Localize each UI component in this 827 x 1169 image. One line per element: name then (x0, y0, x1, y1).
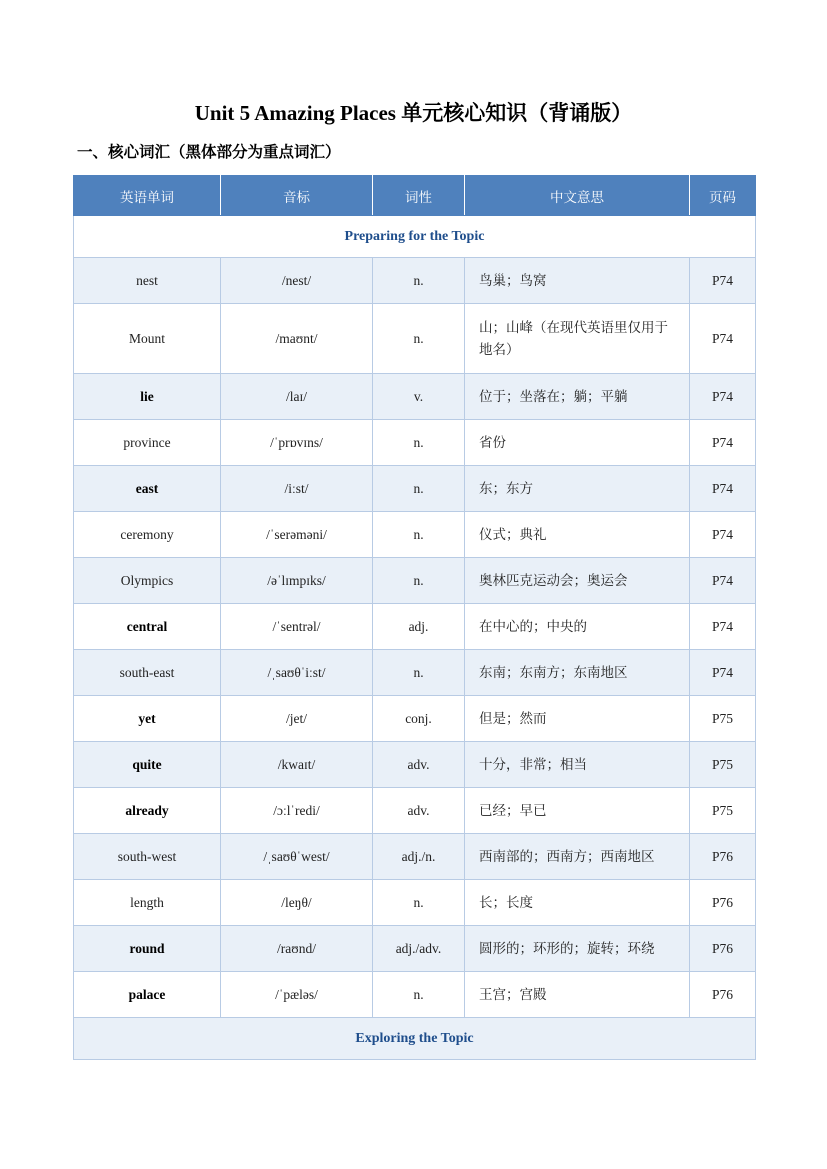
table-row (74, 926, 756, 972)
table-row (74, 466, 756, 512)
page-cell: P75 (690, 696, 756, 742)
phonetic-cell: /ˈprɒvɪns/ (221, 420, 373, 466)
part-of-speech-cell: adv. (373, 742, 465, 788)
word-cell: province (74, 420, 221, 466)
meaning-cell: 东南；东南方；东南地区 (465, 650, 690, 696)
phonetic-cell: /nest/ (221, 258, 373, 304)
phonetic-cell: /jet/ (221, 696, 373, 742)
phonetic-cell: /ˌsaʊθˈiːst/ (221, 650, 373, 696)
part-of-speech-cell: n. (373, 558, 465, 604)
table-row (74, 304, 756, 374)
subsection-label: Preparing for the Topic (74, 216, 756, 258)
table-row (74, 258, 756, 304)
part-of-speech-cell: conj. (373, 696, 465, 742)
part-of-speech-cell: adj. (373, 604, 465, 650)
header-phonetic: 音标 (221, 176, 373, 216)
phonetic-cell: /leŋθ/ (221, 880, 373, 926)
phonetic-cell: /iːst/ (221, 466, 373, 512)
table-header-row (74, 176, 756, 216)
word-cell: yet (74, 696, 221, 742)
table-row (74, 650, 756, 696)
phonetic-cell: /əˈlɪmpɪks/ (221, 558, 373, 604)
meaning-cell: 山；山峰（在现代英语里仅用于地名） (465, 304, 690, 374)
section-heading: 一、核心词汇（黑体部分为重点词汇） (77, 143, 341, 161)
table-row (74, 558, 756, 604)
page-cell: P75 (690, 788, 756, 834)
meaning-cell: 东；东方 (465, 466, 690, 512)
part-of-speech-cell: n. (373, 972, 465, 1018)
table-row (74, 696, 756, 742)
meaning-cell: 位于；坐落在；躺；平躺 (465, 374, 690, 420)
phonetic-cell: /raʊnd/ (221, 926, 373, 972)
word-cell: central (74, 604, 221, 650)
word-cell: already (74, 788, 221, 834)
subsection-row (74, 216, 756, 258)
table-row (74, 834, 756, 880)
word-cell: quite (74, 742, 221, 788)
table-row (74, 512, 756, 558)
phonetic-cell: /ˈserəməni/ (221, 512, 373, 558)
meaning-cell: 王宫；宫殿 (465, 972, 690, 1018)
phonetic-cell: /ˈpæləs/ (221, 972, 373, 1018)
page-cell: P74 (690, 512, 756, 558)
meaning-cell: 长；长度 (465, 880, 690, 926)
part-of-speech-cell: n. (373, 512, 465, 558)
meaning-cell: 但是；然而 (465, 696, 690, 742)
phonetic-cell: /maʊnt/ (221, 304, 373, 374)
word-cell: south-west (74, 834, 221, 880)
document-title: Unit 5 Amazing Places 单元核心知识（背诵版） (194, 101, 633, 125)
phonetic-cell: /ˌsaʊθˈwest/ (221, 834, 373, 880)
part-of-speech-cell: n. (373, 420, 465, 466)
subsection-label: Exploring the Topic (74, 1018, 756, 1060)
page-cell: P76 (690, 880, 756, 926)
word-cell: nest (74, 258, 221, 304)
header-part-of-speech: 词性 (373, 176, 465, 216)
meaning-cell: 圆形的；环形的；旋转；环绕 (465, 926, 690, 972)
meaning-cell: 十分，非常；相当 (465, 742, 690, 788)
meaning-cell: 省份 (465, 420, 690, 466)
part-of-speech-cell: v. (373, 374, 465, 420)
header-meaning: 中文意思 (465, 176, 690, 216)
part-of-speech-cell: adj./adv. (373, 926, 465, 972)
table-row (74, 420, 756, 466)
page-cell: P74 (690, 374, 756, 420)
page-cell: P74 (690, 258, 756, 304)
header-page: 页码 (690, 176, 756, 216)
meaning-cell: 在中心的；中央的 (465, 604, 690, 650)
word-cell: Mount (74, 304, 221, 374)
meaning-cell: 西南部的；西南方；西南地区 (465, 834, 690, 880)
table-row (74, 604, 756, 650)
page-cell: P74 (690, 558, 756, 604)
page-cell: P74 (690, 650, 756, 696)
word-cell: round (74, 926, 221, 972)
phonetic-cell: /ˈsentrəl/ (221, 604, 373, 650)
word-cell: lie (74, 374, 221, 420)
vocabulary-table (73, 175, 756, 1060)
phonetic-cell: /kwaɪt/ (221, 742, 373, 788)
meaning-cell: 鸟巢；鸟窝 (465, 258, 690, 304)
header-word: 英语单词 (74, 176, 221, 216)
word-cell: south-east (74, 650, 221, 696)
word-cell: ceremony (74, 512, 221, 558)
subsection-row (74, 1018, 756, 1060)
meaning-cell: 奥林匹克运动会；奥运会 (465, 558, 690, 604)
part-of-speech-cell: n. (373, 304, 465, 374)
page-cell: P76 (690, 834, 756, 880)
page-cell: P74 (690, 604, 756, 650)
part-of-speech-cell: n. (373, 466, 465, 512)
page-cell: P74 (690, 420, 756, 466)
word-cell: length (74, 880, 221, 926)
page-cell: P74 (690, 304, 756, 374)
page-cell: P75 (690, 742, 756, 788)
table-row (74, 742, 756, 788)
phonetic-cell: /ɔːlˈredi/ (221, 788, 373, 834)
table-row (74, 972, 756, 1018)
table-row (74, 880, 756, 926)
part-of-speech-cell: n. (373, 650, 465, 696)
word-cell: east (74, 466, 221, 512)
page-cell: P74 (690, 466, 756, 512)
meaning-cell: 已经；早已 (465, 788, 690, 834)
table-row (74, 788, 756, 834)
part-of-speech-cell: n. (373, 880, 465, 926)
meaning-cell: 仪式；典礼 (465, 512, 690, 558)
part-of-speech-cell: adv. (373, 788, 465, 834)
table-row (74, 374, 756, 420)
word-cell: Olympics (74, 558, 221, 604)
word-cell: palace (74, 972, 221, 1018)
page-cell: P76 (690, 926, 756, 972)
part-of-speech-cell: adj./n. (373, 834, 465, 880)
part-of-speech-cell: n. (373, 258, 465, 304)
page-cell: P76 (690, 972, 756, 1018)
phonetic-cell: /laɪ/ (221, 374, 373, 420)
